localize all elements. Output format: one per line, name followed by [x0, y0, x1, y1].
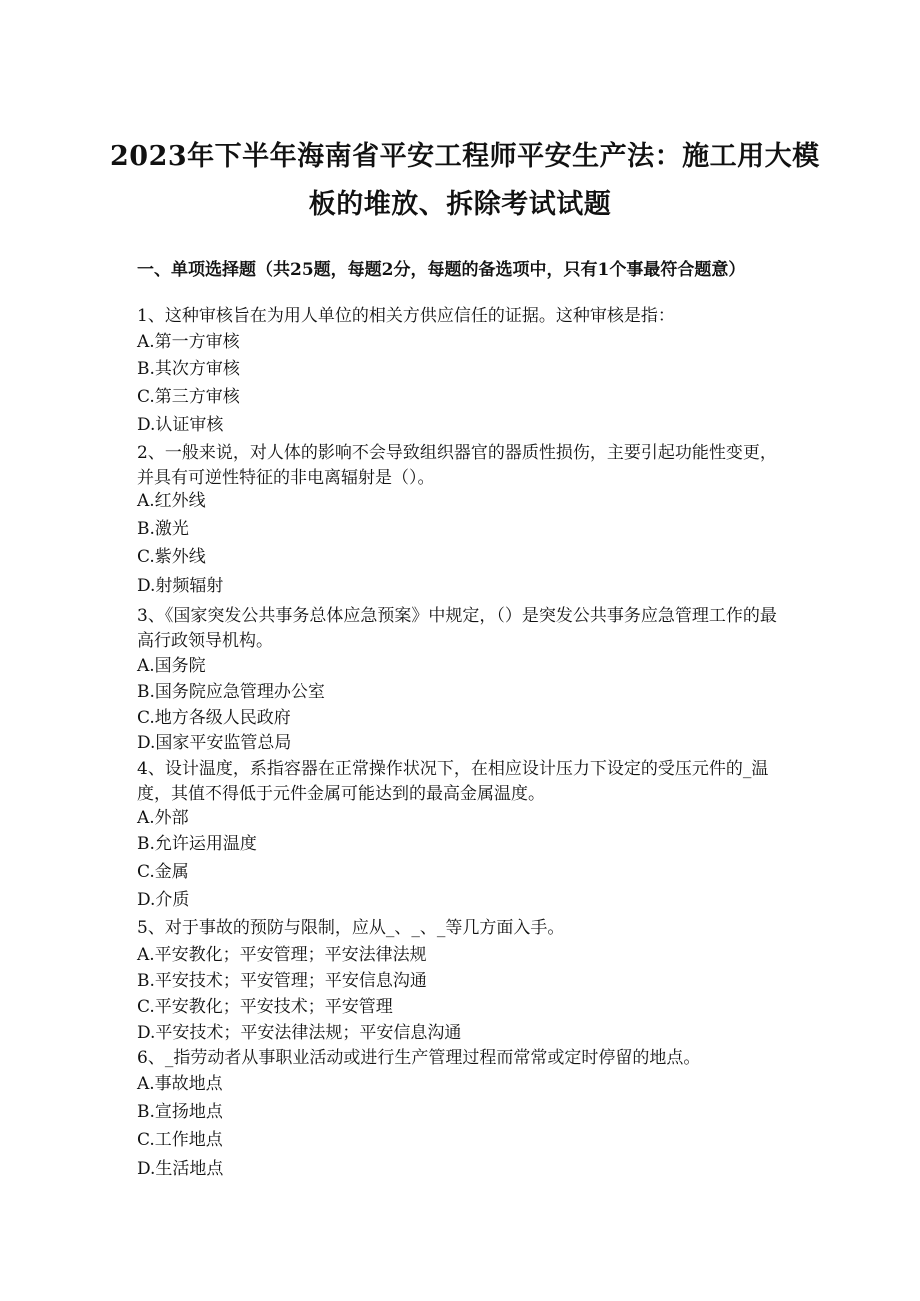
option-b: B.允许运用温度	[137, 834, 257, 854]
document-title-line2: 板的堆放、拆除考试试题	[308, 189, 612, 220]
option-b: B.激光	[137, 519, 189, 539]
option-a: A.平安教化；平安管理；平安法律法规	[137, 945, 427, 965]
option-a: A.国务院	[137, 656, 206, 676]
option-c: C.紫外线	[137, 547, 206, 567]
option-b: B.其次方审核	[137, 359, 240, 379]
question-text: 6、_指劳动者从事职业活动或进行生产管理过程而常常或定时停留的地点。	[137, 1048, 701, 1068]
question-text: 1、这种审核旨在为用人单位的相关方供应信任的证据。这种审核是指：	[137, 306, 675, 326]
option-c: C.第三方审核	[137, 387, 240, 407]
option-b: B.平安技术；平安管理；平安信息沟通	[137, 971, 427, 991]
option-b: B.宣扬地点	[137, 1102, 223, 1122]
option-d: D.介质	[137, 890, 190, 910]
question-text: 2、一般来说，对人体的影响不会导致组织器官的器质性损伤，主要引起功能性变更，并具有可逆性特征的非电离辐射是（）。	[137, 443, 777, 488]
option-a: A.事故地点	[137, 1074, 223, 1094]
section-heading: 一、单项选择题（共25题，每题2分，每题的备选项中，只有1个事最符合题意）	[137, 260, 746, 280]
option-d: D.国家平安监管总局	[137, 733, 292, 753]
option-c: C.金属	[137, 862, 189, 882]
question-2	[137, 441, 787, 491]
option-d: D.生活地点	[137, 1159, 224, 1179]
question-4	[137, 757, 787, 807]
option-d: D.认证审核	[137, 415, 224, 435]
option-a: A.外部	[137, 808, 189, 828]
option-a: A.第一方审核	[137, 332, 240, 352]
question-text: 4、设计温度，系指容器在正常操作状况下，在相应设计压力下设定的受压元件的_温度，其值不得低于元件金属可能达到的最高金属温度。	[137, 759, 769, 804]
document-title-line1: 2023年下半年海南省平安工程师平安生产法：施工用大模	[110, 141, 820, 172]
question-3	[137, 604, 787, 654]
option-d: D.平安技术；平安法律法规；平安信息沟通	[137, 1023, 462, 1043]
question-text: 3、《国家突发公共事务总体应急预案》中规定，（）是突发公共事务应急管理工作的最高行政领导机构。	[137, 606, 777, 651]
question-6	[137, 1046, 787, 1071]
option-d: D.射频辐射	[137, 576, 224, 596]
question-1	[137, 304, 787, 329]
option-c: C.平安教化；平安技术；平安管理	[137, 997, 393, 1017]
option-b: B.国务院应急管理办公室	[137, 682, 325, 702]
option-a: A.红外线	[137, 491, 206, 511]
question-text: 5、对于事故的预防与限制，应从_、_、_等几方面入手。	[137, 918, 565, 938]
question-5	[137, 916, 787, 941]
option-c: C.地方各级人民政府	[137, 708, 291, 728]
option-c: C.工作地点	[137, 1130, 223, 1150]
